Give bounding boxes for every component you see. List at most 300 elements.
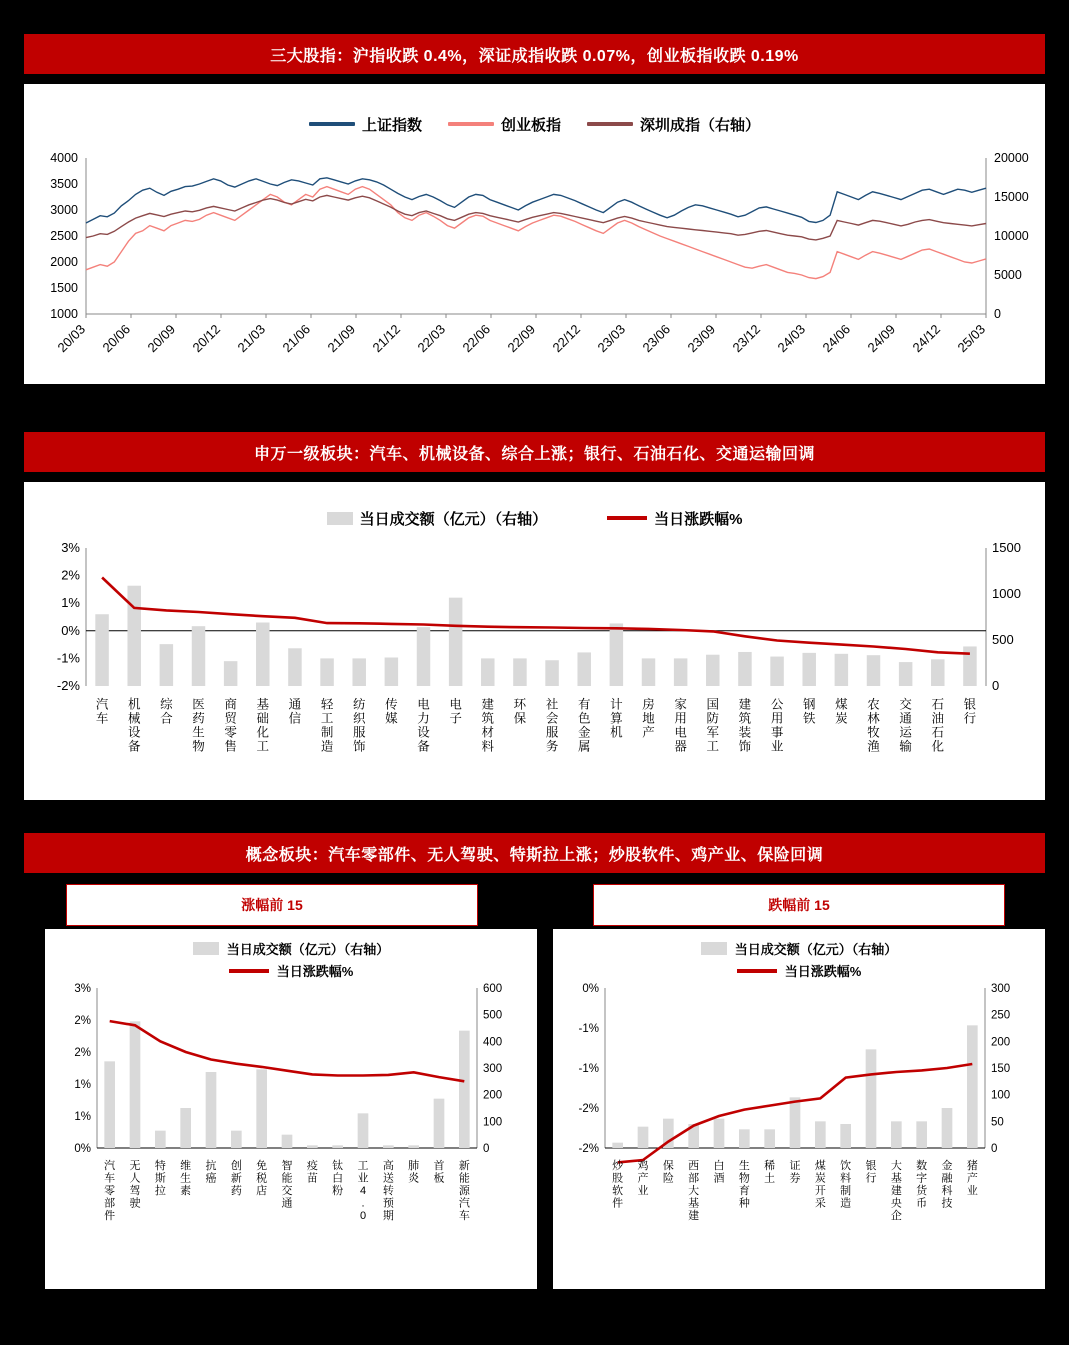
svg-text:综: 综 (160, 697, 173, 712)
svg-text:电: 电 (449, 697, 462, 712)
svg-text:车: 车 (104, 1172, 116, 1185)
svg-text:大: 大 (890, 1160, 902, 1172)
section-header-indices (24, 34, 1045, 74)
svg-text:业: 业 (357, 1172, 369, 1185)
svg-text:件: 件 (104, 1210, 116, 1222)
svg-text:大: 大 (688, 1185, 700, 1197)
svg-text:运: 运 (899, 725, 912, 740)
svg-text:疫: 疫 (306, 1160, 318, 1172)
svg-text:源: 源 (458, 1185, 470, 1197)
svg-text:22/12: 22/12 (549, 321, 584, 356)
svg-text:25/03: 25/03 (954, 321, 989, 356)
svg-text:装: 装 (738, 725, 752, 740)
svg-text:3%: 3% (61, 540, 80, 555)
svg-text:制: 制 (840, 1185, 852, 1197)
panel-losers (553, 929, 1045, 1289)
svg-text:斯: 斯 (154, 1172, 166, 1185)
svg-text:新: 新 (458, 1160, 470, 1172)
svg-text:备: 备 (417, 739, 430, 754)
svg-text:铁: 铁 (802, 711, 816, 726)
svg-text:零: 零 (104, 1185, 116, 1197)
svg-text:子: 子 (449, 711, 462, 726)
svg-text:军: 军 (706, 725, 720, 740)
svg-text:.: . (361, 1197, 365, 1210)
chart-sw-sectors (24, 538, 1045, 800)
section-header-indices-label: 三大股指：沪指收跌 0.4%，深证成指收跌 0.07%，创业板指收跌 0.19% (270, 47, 799, 65)
svg-text:21/09: 21/09 (324, 321, 359, 356)
svg-text:期: 期 (382, 1210, 394, 1222)
svg-text:5000: 5000 (994, 268, 1022, 282)
svg-text:部: 部 (104, 1197, 116, 1210)
svg-text:务: 务 (545, 739, 559, 754)
svg-text:工: 工 (320, 711, 334, 726)
svg-text:算: 算 (610, 711, 623, 726)
legend-sw (24, 482, 1045, 538)
svg-text:3000: 3000 (50, 203, 78, 217)
svg-text:电: 电 (417, 697, 430, 712)
legend-label-turnover-gainers: 当日成交额（亿元）（右轴） (226, 942, 390, 957)
svg-text:产: 产 (966, 1172, 978, 1185)
svg-text:3%: 3% (74, 983, 91, 995)
svg-text:央: 央 (890, 1197, 902, 1210)
svg-text:电: 电 (674, 725, 687, 740)
svg-text:生: 生 (738, 1160, 750, 1172)
svg-text:免: 免 (256, 1160, 268, 1172)
svg-text:材: 材 (481, 725, 495, 740)
line-swatch-change-losers (737, 969, 777, 973)
svg-text:种: 种 (738, 1197, 750, 1210)
svg-text:油: 油 (931, 711, 945, 726)
svg-text:20/03: 20/03 (54, 321, 89, 356)
legend-losers (553, 929, 1045, 980)
svg-text:产: 产 (637, 1172, 649, 1185)
svg-text:送: 送 (382, 1172, 394, 1185)
legend-gainers (45, 929, 537, 980)
svg-text:医: 医 (192, 697, 205, 712)
svg-text:地: 地 (642, 711, 655, 726)
svg-text:事: 事 (770, 725, 784, 740)
svg-text:开: 开 (814, 1185, 826, 1197)
svg-text:驾: 驾 (129, 1185, 141, 1197)
svg-text:饰: 饰 (738, 739, 752, 754)
svg-text:猪: 猪 (966, 1160, 978, 1172)
svg-text:料: 料 (840, 1172, 852, 1185)
svg-text:物: 物 (192, 739, 205, 754)
svg-text:饰: 饰 (352, 739, 366, 754)
legend-label-turnover: 当日成交额（亿元）（右轴） (359, 510, 548, 528)
svg-text:林: 林 (867, 711, 880, 726)
svg-text:纺: 纺 (352, 697, 366, 712)
svg-text:20000: 20000 (994, 151, 1029, 165)
svg-text:0: 0 (483, 1143, 490, 1155)
svg-text:色: 色 (577, 711, 591, 726)
svg-text:0: 0 (359, 1210, 367, 1222)
svg-text:通: 通 (899, 711, 912, 726)
svg-text:-2%: -2% (578, 1143, 599, 1155)
svg-text:公: 公 (770, 697, 784, 712)
svg-text:基: 基 (890, 1172, 902, 1185)
svg-text:工: 工 (706, 739, 720, 754)
svg-text:300: 300 (991, 983, 1011, 995)
svg-text:白: 白 (332, 1172, 344, 1185)
svg-text:行: 行 (963, 711, 977, 726)
svg-text:2000: 2000 (50, 255, 78, 269)
legend-gainers-turnover (45, 939, 537, 958)
svg-text:车: 车 (458, 1210, 470, 1222)
svg-text:0%: 0% (61, 622, 80, 638)
svg-text:0%: 0% (74, 1143, 91, 1155)
svg-text:车: 车 (95, 711, 109, 726)
svg-text:贸: 贸 (224, 711, 237, 726)
svg-text:1500: 1500 (992, 540, 1021, 555)
svg-text:维: 维 (180, 1160, 192, 1172)
svg-text:24/12: 24/12 (909, 321, 944, 356)
svg-text:建: 建 (890, 1185, 902, 1197)
svg-text:-1%: -1% (56, 650, 80, 666)
svg-text:转: 转 (382, 1185, 394, 1197)
svg-text:能: 能 (458, 1172, 470, 1185)
legend-item-change (607, 508, 742, 529)
svg-text:通: 通 (288, 697, 302, 712)
svg-text:家: 家 (674, 697, 687, 712)
svg-text:100: 100 (991, 1089, 1011, 1102)
panel-sw (24, 482, 1045, 800)
svg-text:人: 人 (129, 1172, 141, 1185)
svg-text:200: 200 (483, 1089, 503, 1102)
svg-text:生: 生 (192, 725, 205, 740)
svg-text:造: 造 (320, 739, 334, 754)
svg-text:钢: 钢 (802, 697, 816, 712)
svg-text:生: 生 (180, 1172, 192, 1185)
subtitle-gainers-label: 涨幅前 15 (241, 897, 303, 913)
svg-text:20/09: 20/09 (144, 321, 179, 356)
svg-text:企: 企 (890, 1210, 902, 1222)
legend-indices (24, 84, 1045, 146)
svg-text:制: 制 (320, 725, 334, 740)
legend-item-turnover (327, 508, 548, 529)
svg-text:防: 防 (706, 711, 720, 726)
svg-text:21/06: 21/06 (279, 321, 314, 356)
svg-text:用: 用 (770, 711, 784, 726)
svg-text:用: 用 (674, 711, 687, 726)
svg-text:-2%: -2% (578, 1103, 599, 1115)
svg-text:渔: 渔 (867, 739, 880, 754)
svg-text:250: 250 (991, 1009, 1011, 1022)
svg-text:数: 数 (916, 1160, 928, 1172)
svg-text:器: 器 (674, 739, 687, 754)
svg-text:煤: 煤 (814, 1160, 826, 1172)
svg-text:合: 合 (160, 711, 173, 726)
svg-text:酒: 酒 (713, 1172, 725, 1185)
svg-text:股: 股 (612, 1172, 624, 1185)
svg-text:工: 工 (357, 1160, 369, 1172)
svg-text:备: 备 (127, 739, 141, 754)
legend-losers-turnover (553, 939, 1045, 958)
svg-text:1000: 1000 (992, 586, 1021, 601)
svg-text:0: 0 (992, 678, 1000, 693)
svg-text:药: 药 (230, 1185, 242, 1197)
svg-text:通: 通 (281, 1197, 293, 1210)
panel-indices (24, 84, 1045, 384)
svg-text:22/09: 22/09 (504, 321, 539, 356)
svg-text:化: 化 (256, 725, 270, 740)
svg-text:24/03: 24/03 (774, 321, 809, 356)
svg-text:鸡: 鸡 (637, 1160, 649, 1172)
subtitle-gainers (66, 884, 478, 926)
svg-text:设: 设 (127, 725, 141, 740)
svg-text:500: 500 (992, 632, 1014, 647)
svg-text:23/06: 23/06 (639, 321, 674, 356)
svg-text:农: 农 (867, 697, 880, 712)
legend-gainers-change (45, 961, 537, 980)
legend-label-szse: 深圳成指（右轴） (640, 116, 761, 134)
svg-text:轻: 轻 (320, 697, 334, 712)
svg-text:炎: 炎 (408, 1172, 420, 1185)
svg-text:售: 售 (224, 739, 237, 754)
svg-text:400: 400 (483, 1036, 503, 1049)
svg-text:金: 金 (941, 1160, 953, 1172)
svg-text:融: 融 (941, 1172, 953, 1185)
svg-text:础: 础 (256, 711, 270, 726)
svg-text:-1%: -1% (578, 1063, 599, 1075)
svg-text:货: 货 (916, 1185, 928, 1197)
svg-text:织: 织 (352, 711, 366, 726)
svg-text:0: 0 (994, 307, 1001, 321)
svg-text:炭: 炭 (835, 711, 848, 726)
svg-text:交: 交 (899, 697, 912, 712)
panel-gainers (45, 929, 537, 1289)
svg-text:4: 4 (359, 1185, 367, 1197)
svg-text:100: 100 (483, 1116, 503, 1129)
section-header-concepts (24, 833, 1045, 873)
svg-text:银: 银 (865, 1160, 877, 1172)
svg-text:业: 业 (770, 739, 784, 754)
svg-text:500: 500 (483, 1009, 503, 1022)
svg-text:筑: 筑 (481, 711, 495, 726)
svg-text:创: 创 (230, 1160, 242, 1172)
svg-text:-1%: -1% (578, 1023, 599, 1035)
svg-text:房: 房 (642, 697, 655, 712)
svg-text:媒: 媒 (385, 711, 398, 726)
svg-text:有: 有 (577, 697, 591, 712)
svg-text:2%: 2% (61, 567, 80, 583)
svg-text:币: 币 (916, 1197, 928, 1210)
svg-text:科: 科 (941, 1185, 953, 1197)
svg-text:育: 育 (738, 1185, 750, 1197)
svg-text:金: 金 (577, 725, 591, 740)
line-swatch-change (607, 516, 647, 520)
svg-text:业: 业 (966, 1185, 978, 1197)
svg-text:汽: 汽 (95, 697, 109, 712)
svg-text:素: 素 (180, 1185, 192, 1197)
svg-text:交: 交 (281, 1185, 293, 1197)
svg-text:信: 信 (288, 711, 302, 726)
svg-text:环: 环 (513, 697, 527, 712)
svg-text:西: 西 (688, 1160, 700, 1172)
svg-text:21/12: 21/12 (369, 321, 404, 356)
svg-text:2%: 2% (74, 1015, 91, 1027)
svg-text:国: 国 (706, 697, 720, 712)
legend-label-gem: 创业板指 (500, 116, 561, 134)
svg-text:保: 保 (513, 711, 527, 726)
svg-text:计: 计 (610, 697, 623, 712)
section-header-concepts-label: 概念板块：汽车零部件、无人驾驶、特斯拉上涨；炒股软件、鸡产业、保险回调 (245, 846, 824, 864)
svg-text:券: 券 (789, 1172, 801, 1185)
svg-text:20/12: 20/12 (189, 321, 224, 356)
svg-text:23/03: 23/03 (594, 321, 629, 356)
svg-text:驶: 驶 (129, 1197, 141, 1210)
svg-text:0: 0 (991, 1143, 998, 1155)
svg-text:字: 字 (916, 1172, 928, 1185)
svg-text:部: 部 (688, 1172, 700, 1185)
svg-text:保: 保 (662, 1160, 674, 1172)
svg-text:200: 200 (991, 1036, 1011, 1049)
svg-text:筑: 筑 (738, 711, 752, 726)
svg-text:工: 工 (256, 739, 270, 754)
svg-text:0%: 0% (582, 983, 599, 995)
section-header-sw-label: 申万一级板块：汽车、机械设备、综合上涨；银行、石油石化、交通运输回调 (253, 445, 815, 463)
svg-text:土: 土 (764, 1172, 776, 1185)
svg-text:新: 新 (230, 1172, 242, 1185)
svg-text:饮: 饮 (840, 1160, 852, 1172)
svg-text:银: 银 (963, 697, 977, 712)
svg-text:技: 技 (941, 1197, 953, 1210)
line-swatch-gem (448, 122, 494, 126)
svg-text:建: 建 (738, 697, 752, 712)
svg-text:24/06: 24/06 (819, 321, 854, 356)
svg-text:预: 预 (382, 1197, 394, 1210)
svg-text:店: 店 (256, 1185, 268, 1197)
line-swatch-sse (309, 122, 355, 126)
svg-text:600: 600 (483, 983, 503, 995)
subtitle-losers-label: 跌幅前 15 (768, 897, 830, 913)
svg-text:无: 无 (129, 1160, 141, 1172)
legend-label-sse: 上证指数 (361, 116, 422, 134)
svg-text:炒: 炒 (612, 1160, 624, 1172)
chart-indices (24, 146, 1045, 396)
svg-text:稀: 稀 (764, 1160, 776, 1172)
legend-label-change: 当日涨跌幅% (654, 510, 743, 528)
svg-text:商: 商 (224, 697, 237, 712)
svg-text:零: 零 (224, 725, 237, 740)
svg-text:20/06: 20/06 (99, 321, 134, 356)
svg-text:高: 高 (382, 1160, 394, 1172)
svg-text:造: 造 (840, 1197, 852, 1210)
svg-text:能: 能 (281, 1172, 293, 1185)
svg-text:板: 板 (433, 1172, 445, 1185)
svg-text:1%: 1% (74, 1111, 91, 1123)
svg-text:首: 首 (433, 1160, 445, 1172)
svg-text:行: 行 (865, 1172, 877, 1185)
svg-text:社: 社 (545, 697, 559, 712)
svg-text:服: 服 (352, 725, 366, 740)
svg-text:炭: 炭 (814, 1172, 826, 1185)
svg-text:白: 白 (713, 1160, 725, 1172)
svg-text:2%: 2% (74, 1047, 91, 1059)
svg-text:基: 基 (688, 1197, 700, 1210)
svg-text:设: 设 (417, 725, 430, 740)
section-header-sw (24, 432, 1045, 472)
svg-text:机: 机 (127, 697, 141, 712)
svg-text:械: 械 (127, 711, 141, 726)
svg-text:传: 传 (385, 697, 398, 712)
svg-text:化: 化 (931, 739, 945, 754)
svg-text:业: 业 (637, 1185, 649, 1197)
svg-text:1500: 1500 (50, 281, 78, 295)
svg-text:15000: 15000 (994, 190, 1029, 204)
svg-text:粉: 粉 (332, 1185, 344, 1197)
subtitle-losers (593, 884, 1005, 926)
svg-text:力: 力 (417, 711, 430, 726)
svg-text:1%: 1% (74, 1079, 91, 1091)
svg-text:苗: 苗 (306, 1172, 318, 1185)
legend-label-change-losers: 当日涨跌幅% (784, 964, 862, 979)
svg-text:税: 税 (256, 1172, 268, 1185)
svg-text:采: 采 (814, 1197, 826, 1210)
svg-text:煤: 煤 (835, 697, 848, 712)
svg-text:50: 50 (991, 1116, 1004, 1129)
svg-text:24/09: 24/09 (864, 321, 899, 356)
svg-text:建: 建 (688, 1210, 700, 1222)
svg-text:22/06: 22/06 (459, 321, 494, 356)
bar-swatch-turnover-losers (701, 942, 727, 955)
svg-text:150: 150 (991, 1063, 1011, 1075)
bar-swatch-turnover (327, 512, 353, 525)
legend-item-sse (309, 114, 422, 135)
legend-label-change-gainers: 当日涨跌幅% (276, 964, 354, 979)
svg-text:4000: 4000 (50, 151, 78, 165)
svg-text:智: 智 (281, 1160, 293, 1172)
line-swatch-change-gainers (229, 969, 269, 973)
svg-text:1000: 1000 (50, 307, 78, 321)
svg-text:软: 软 (612, 1185, 624, 1197)
svg-text:抗: 抗 (205, 1160, 217, 1172)
chart-losers (553, 980, 1045, 1276)
svg-text:特: 特 (154, 1160, 166, 1172)
svg-text:3500: 3500 (50, 177, 78, 191)
svg-text:2500: 2500 (50, 229, 78, 243)
svg-text:拉: 拉 (154, 1185, 166, 1197)
svg-text:机: 机 (610, 725, 623, 740)
svg-text:基: 基 (256, 697, 270, 712)
svg-text:-2%: -2% (56, 678, 80, 693)
legend-item-szse (587, 114, 760, 135)
chart-gainers (45, 980, 537, 1276)
svg-text:输: 输 (899, 739, 912, 754)
bar-swatch-turnover-gainers (193, 942, 219, 955)
svg-text:牧: 牧 (867, 725, 880, 740)
svg-text:癌: 癌 (205, 1172, 217, 1185)
svg-text:300: 300 (483, 1063, 503, 1075)
svg-text:汽: 汽 (458, 1197, 470, 1210)
svg-text:险: 险 (662, 1172, 674, 1185)
svg-text:建: 建 (481, 697, 495, 712)
svg-text:1%: 1% (61, 595, 80, 611)
svg-text:证: 证 (789, 1160, 801, 1172)
svg-text:料: 料 (481, 739, 495, 754)
svg-text:属: 属 (577, 739, 591, 754)
legend-losers-change (553, 961, 1045, 980)
svg-text:钛: 钛 (332, 1160, 344, 1172)
svg-text:药: 药 (192, 711, 205, 726)
svg-text:会: 会 (545, 711, 559, 726)
svg-text:服: 服 (545, 725, 559, 740)
line-swatch-szse (587, 122, 633, 126)
svg-text:23/12: 23/12 (729, 321, 764, 356)
legend-item-gem (448, 114, 561, 135)
svg-text:汽: 汽 (104, 1160, 116, 1172)
svg-text:21/03: 21/03 (234, 321, 269, 356)
